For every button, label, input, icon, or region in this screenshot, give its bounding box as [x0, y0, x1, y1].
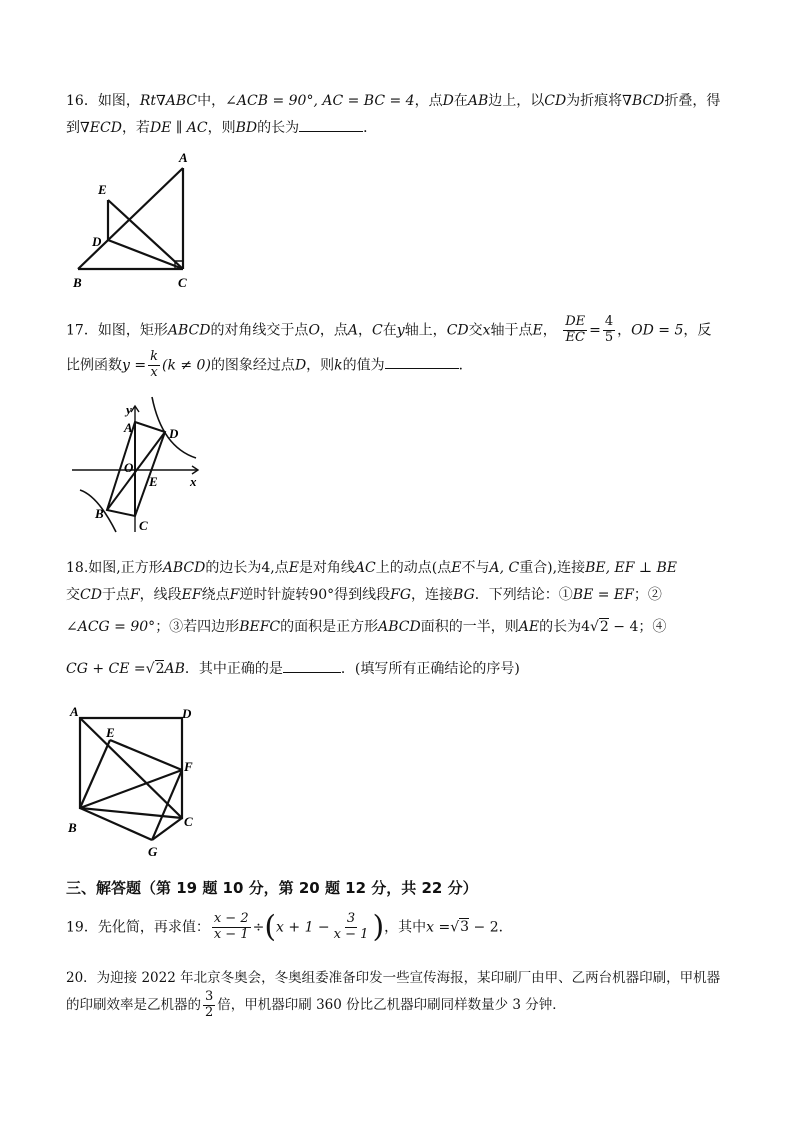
text: ．其中正确的是 [184, 661, 283, 677]
math-segment: EF [181, 587, 202, 603]
text: ；④ [638, 619, 667, 635]
text: 逆时针旋转 [239, 587, 310, 603]
frac-num: 4 [604, 314, 614, 329]
label-y: y [126, 402, 132, 417]
math-segment: AB [164, 661, 185, 677]
text: ， [617, 322, 632, 339]
label-d: D [92, 234, 102, 249]
text: 的长为 [257, 120, 300, 136]
math-axis: y [396, 322, 405, 339]
fraction-2 [332, 912, 371, 943]
text: 绕点 [201, 587, 230, 603]
label-e: E [106, 725, 115, 740]
q19-line [66, 909, 513, 945]
paren-right: ) [372, 909, 385, 945]
text: ． [363, 120, 378, 136]
text: 的边长为4,点 [205, 560, 289, 576]
math-radicand: 2 [155, 661, 165, 677]
math-point: F [229, 587, 240, 603]
text: 上的动点(点 [375, 560, 452, 576]
fraction-de-ec [563, 315, 587, 346]
fraction-3-2 [203, 990, 215, 1021]
frac-num: k [150, 349, 158, 364]
math-function: y = [122, 357, 147, 374]
label-e: E [149, 474, 158, 489]
segment-ec [108, 200, 183, 269]
label-b: B [95, 506, 104, 521]
math-eq: = [589, 322, 601, 339]
frac-den: x [150, 364, 158, 380]
text: 的对角线交于点 [210, 322, 309, 339]
frac-den: 2 [205, 1004, 214, 1020]
label-a: A [124, 420, 133, 435]
frac-num: 3 [346, 911, 356, 926]
math-segment: CD [544, 93, 567, 109]
text: ．(填写所有正确结论的序号) [340, 661, 520, 677]
math-condition: BE = EF [572, 587, 634, 603]
frac-den: 5 [604, 329, 614, 345]
text: ，点 [414, 93, 443, 109]
fraction-k-x [148, 350, 160, 381]
text: ，线段 [139, 587, 182, 603]
math-expr: x = [426, 919, 451, 936]
text: 边上，以 [488, 93, 545, 109]
math-square: ABCD [162, 560, 206, 576]
text: 折叠，得 [664, 93, 721, 109]
math-condition: ∠ACG = 90° [66, 619, 156, 635]
math-triangle: ∇BCD [622, 93, 665, 109]
text: 在 [382, 322, 397, 339]
math-condition: (k ≠ 0) [161, 357, 211, 374]
math-segment: CD [80, 587, 102, 603]
text: ；③若四边形 [155, 619, 240, 635]
math-condition: OD = 5 [631, 322, 684, 339]
math-segment: CD [446, 322, 469, 339]
math-var: k [334, 357, 343, 374]
math-condition: ∠ACB = 90°, AC = BC = 4 [225, 93, 415, 109]
math-square: ABCD [378, 619, 421, 635]
label-a: A [179, 150, 188, 165]
frac-num: 3 [205, 989, 214, 1004]
math-segment: FG [390, 587, 412, 603]
text: ． [458, 357, 473, 374]
label-c: C [184, 814, 193, 829]
fraction-4-5 [603, 315, 615, 346]
q17-line1 [66, 315, 711, 346]
sqrt-sign: √ [590, 619, 599, 635]
math-segment: AC [354, 560, 376, 576]
q17-figure [68, 392, 208, 542]
math-triangle: ∇ECD [80, 120, 122, 136]
text: 中， [197, 93, 226, 109]
frac-den: x − 1 [333, 926, 369, 942]
text: 的值为 [342, 357, 385, 374]
q18-figure [66, 700, 216, 862]
math-num: 4 [581, 619, 590, 635]
math-point: A [347, 322, 359, 339]
label-e: E [98, 182, 107, 197]
math-segment: AB [467, 93, 489, 109]
text: 为折痕将 [566, 93, 623, 109]
label-c: C [178, 275, 187, 290]
math-expr: CG + CE = [66, 661, 146, 677]
text: 交 [66, 587, 80, 603]
text: ，连接 [411, 587, 454, 603]
text: 面积的一半，则 [420, 619, 519, 635]
label-o: O [124, 460, 134, 475]
math-triangle: ∇ABC [156, 93, 198, 109]
math-point: D [442, 93, 454, 109]
text: 19．先化简，再求值： [66, 919, 210, 936]
sqrt-sign: √ [450, 919, 460, 936]
text: 是对角线 [298, 560, 355, 576]
math-point: C [372, 322, 383, 339]
text: 17．如图，矩形 [66, 322, 168, 339]
section-heading: 三、解答题（第 19 题 10 分，第 20 题 12 分，共 22 分） [66, 879, 478, 897]
label-x: x [190, 474, 197, 489]
text: 的图象经过点 [210, 357, 295, 374]
text: ，反 [683, 322, 712, 339]
text: ． [498, 919, 513, 936]
text: 16．如图， [66, 93, 140, 109]
text: ，若 [121, 120, 150, 136]
q20-line1: 20．为迎接 2022 年北京冬奥会，冬奥组委准备印发一些宣传海报，某印刷厂由甲、乙两台机器印刷，甲机器 [66, 970, 721, 986]
frac-num: x − 2 [213, 911, 249, 926]
text: 到 [66, 120, 80, 136]
label-g: G [148, 844, 158, 859]
text: 倍，甲机器印刷 360 份比乙机器印刷同样数量少 3 分钟． [217, 996, 566, 1013]
math-quad: BEFC [239, 619, 281, 635]
text: 轴于点 [490, 322, 533, 339]
text: 得到线段 [334, 587, 391, 603]
q18-line1 [66, 557, 677, 577]
answer-blank[interactable] [385, 354, 459, 369]
text: ，则 [207, 120, 236, 136]
text: 交 [468, 322, 483, 339]
text: 的印刷效率是乙机器的 [66, 996, 201, 1013]
math-point: D [294, 357, 307, 374]
text: ， [358, 322, 373, 339]
math-point: O [308, 322, 320, 339]
frac-den: EC [565, 329, 585, 345]
text: 不与 [461, 560, 490, 576]
text: 在 [453, 93, 468, 109]
q18-line4 [66, 658, 520, 678]
math-condition: BE, EF ⊥ BE [585, 560, 678, 576]
label-d: D [169, 426, 179, 441]
math-point: E [288, 560, 299, 576]
text: ，点 [319, 322, 348, 339]
q16-figure [68, 148, 198, 293]
fraction-1 [212, 912, 251, 943]
math-op: ÷ [252, 919, 265, 936]
frac-num: DE [565, 314, 586, 329]
text: 比例函数 [66, 357, 122, 374]
label-f: F [184, 759, 193, 774]
paren-left: ( [264, 909, 277, 945]
segment-dc [108, 240, 183, 269]
frac-den: x − 1 [213, 926, 249, 942]
q17-line2 [66, 350, 473, 381]
math-segment: BD [235, 120, 258, 136]
math-point: E [532, 322, 543, 339]
math-segment: AE [518, 619, 540, 635]
text: 重合),连接 [519, 560, 586, 576]
text: ．下列结论：① [474, 587, 573, 603]
label-b: B [68, 820, 77, 835]
segment-bg [80, 808, 152, 840]
q20-line2 [66, 990, 566, 1021]
math-radicand: 2 [599, 619, 609, 635]
label-a: A [70, 704, 79, 719]
label-d: D [182, 706, 192, 721]
math-radicand: 3 [460, 919, 470, 936]
text: ，其中 [384, 919, 427, 936]
text: ， [542, 322, 557, 339]
math-point: A, C [489, 560, 520, 576]
segment-ef [110, 740, 182, 770]
answer-blank[interactable] [299, 117, 363, 132]
label-b: B [73, 275, 82, 290]
math-point: F [129, 587, 140, 603]
math-point: E [451, 560, 462, 576]
text: 轴上， [404, 322, 447, 339]
math-condition: DE ∥ AC [149, 120, 208, 136]
math-expr: x + 1 − [276, 919, 330, 936]
math-axis: x [482, 322, 491, 339]
answer-blank[interactable] [283, 658, 341, 673]
math-segment: BG [453, 587, 475, 603]
sqrt-sign: √ [145, 661, 155, 677]
text: 于点 [101, 587, 130, 603]
text: 的长为 [539, 619, 582, 635]
q16-line1 [66, 90, 720, 110]
text: 18.如图,正方形 [66, 560, 163, 576]
math-rt: Rt [139, 93, 156, 109]
text: 的面积是正方形 [280, 619, 379, 635]
math-num: − 2 [469, 919, 499, 936]
math-rect: ABCD [167, 322, 211, 339]
q16-line2 [66, 117, 377, 137]
math-angle: 90° [309, 587, 335, 603]
math-num: − 4 [608, 619, 639, 635]
text: ；② [633, 587, 662, 603]
q18-line2 [66, 584, 662, 604]
label-c: C [139, 518, 148, 533]
text: ，则 [306, 357, 335, 374]
q18-line3 [66, 616, 666, 636]
